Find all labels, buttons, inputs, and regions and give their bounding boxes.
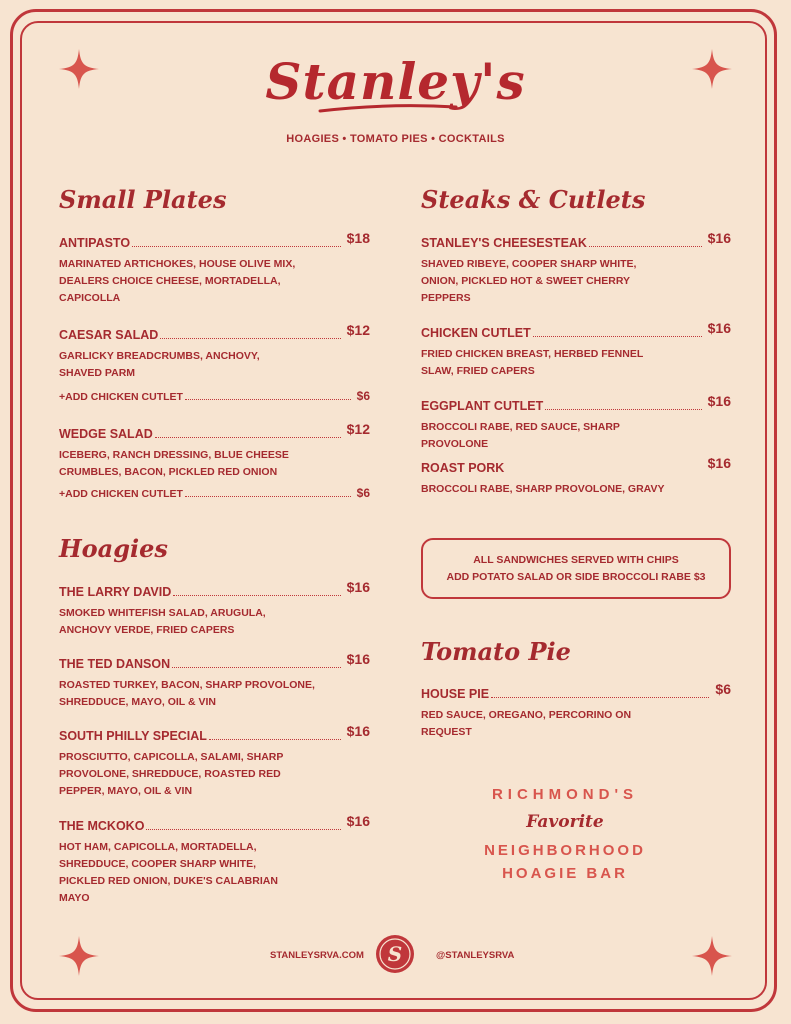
addon-row: [59, 389, 370, 403]
slogan-line: NEIGHBORHOOD: [484, 842, 646, 859]
brand-tagline: HOAGIES • TOMATO PIES • COCKTAILS: [286, 133, 505, 145]
item-name: EGGPLANT CUTLET: [421, 399, 544, 413]
addon-name: +ADD CHICKEN CUTLET: [59, 391, 183, 403]
item-name: WEDGE SALAD: [59, 427, 153, 441]
brand-logo: Stanley's: [265, 52, 526, 111]
menu-item: [421, 230, 731, 307]
dotted-leader: [173, 595, 340, 596]
item-price: $6: [715, 681, 731, 697]
menu-item: [59, 322, 370, 382]
item-price: $16: [707, 320, 731, 336]
item-price: $16: [707, 455, 731, 471]
website-link[interactable]: STANLEYSRVA.COM: [270, 950, 364, 961]
item-description: RED SAUCE, OREGANO, PERCORINO ON REQUEST: [421, 709, 632, 738]
item-name: ANTIPASTO: [59, 236, 131, 250]
dotted-leader: [160, 338, 340, 339]
badge-letter: S: [387, 942, 403, 966]
item-description: FRIED CHICKEN BREAST, HERBED FENNEL SLAW, FRIED CAPERS: [421, 348, 644, 377]
sandwich-notice: [421, 538, 731, 599]
menu-item: [421, 320, 731, 380]
item-name: ROAST PORK: [421, 461, 505, 475]
item-price: $12: [346, 421, 370, 437]
dotted-leader: [533, 336, 702, 337]
item-name: CHICKEN CUTLET: [421, 326, 531, 340]
notice-line: ADD POTATO SALAD OR SIDE BROCCOLI RABE $3: [446, 571, 706, 583]
item-price: $16: [707, 230, 731, 246]
item-price: $16: [346, 813, 370, 829]
s-badge-logo: [375, 934, 415, 974]
item-name: HOUSE PIE: [421, 687, 490, 701]
menu-item: [59, 579, 370, 639]
dotted-leader: [491, 697, 709, 698]
slogan-line: Favorite: [526, 812, 604, 832]
item-description: SHAVED RIBEYE, COOPER SHARP WHITE, ONION, PICKLED HOT & SWEET CHERRY PEPPERS: [421, 258, 637, 304]
dotted-leader: [589, 246, 702, 247]
item-description: BROCCOLI RABE, RED SAUCE, SHARP PROVOLONE: [421, 421, 620, 450]
dotted-leader: [185, 496, 351, 497]
menu-item: [59, 813, 370, 907]
item-price: $12: [346, 322, 370, 338]
item-name: SOUTH PHILLY SPECIAL: [59, 729, 207, 743]
item-name: THE TED DANSON: [59, 657, 171, 671]
section-title-steaks-cutlets: Steaks & Cutlets: [421, 185, 646, 214]
dotted-leader: [545, 409, 701, 410]
sparkle-icon: [57, 934, 101, 978]
menu-item: [59, 651, 370, 711]
item-name: CAESAR SALAD: [59, 328, 159, 342]
item-name: THE LARRY DAVID: [59, 585, 172, 599]
menu-item: [59, 421, 370, 481]
addon-row: [59, 486, 370, 500]
addon-name: +ADD CHICKEN CUTLET: [59, 488, 183, 500]
item-description: ROASTED TURKEY, BACON, SHARP PROVOLONE, SHREDDUCE, MAYO, OIL & VIN: [59, 679, 315, 708]
item-price: $16: [346, 579, 370, 595]
item-description: PROSCIUTTO, CAPICOLLA, SALAMI, SHARP PROVOLONE, SHREDDUCE, ROASTED RED PEPPER, MAYO, OIL & VIN: [59, 751, 284, 797]
item-name: THE MCKOKO: [59, 819, 145, 833]
logo-swash: [318, 103, 458, 113]
item-description: GARLICKY BREADCRUMBS, ANCHOVY, SHAVED PARM: [59, 350, 260, 379]
item-price: $18: [346, 230, 370, 246]
item-description: HOT HAM, CAPICOLLA, MORTADELLA, SHREDDUCE, COOPER SHARP WHITE, PICKLED RED ONION, DUKE'S CALABRIAN MAYO: [59, 841, 278, 904]
item-description: BROCCOLI RABE, SHARP PROVOLONE, GRAVY: [421, 483, 665, 495]
menu-item: [421, 393, 731, 453]
item-price: $16: [346, 723, 370, 739]
dotted-leader: [172, 667, 341, 668]
dotted-leader: [155, 437, 341, 438]
menu-item: [59, 723, 370, 800]
dotted-leader: [209, 739, 341, 740]
slogan-line: RICHMOND'S: [491, 786, 639, 803]
item-price: $16: [346, 651, 370, 667]
dotted-leader: [185, 399, 351, 400]
item-description: SMOKED WHITEFISH SALAD, ARUGULA, ANCHOVY VERDE, FRIED CAPERS: [59, 607, 266, 636]
menu-item: [421, 455, 731, 498]
section-title-small-plates: Small Plates: [59, 185, 227, 214]
menu-item: [59, 230, 370, 307]
notice-line: ALL SANDWICHES SERVED WITH CHIPS: [473, 554, 679, 566]
item-price: $16: [707, 393, 731, 409]
dotted-leader: [146, 829, 340, 830]
addon-price: $6: [356, 389, 370, 403]
social-handle-link[interactable]: @STANLEYSRVA: [436, 950, 515, 961]
menu-item: [421, 681, 731, 741]
item-name: STANLEY'S CHEESESTEAK: [421, 236, 587, 250]
addon-price: $6: [356, 486, 370, 500]
section-title-hoagies: Hoagies: [59, 534, 168, 563]
dotted-leader: [132, 246, 341, 247]
item-description: ICEBERG, RANCH DRESSING, BLUE CHEESE CRUMBLES, BACON, PICKLED RED ONION: [59, 449, 289, 478]
item-description: MARINATED ARTICHOKES, HOUSE OLIVE MIX, DEALERS CHOICE CHEESE, MORTADELLA, CAPICOLLA: [59, 258, 296, 304]
slogan-line: HOAGIE BAR: [502, 865, 628, 882]
sparkle-icon: [690, 934, 734, 978]
section-title-tomato-pie: Tomato Pie: [421, 637, 571, 666]
